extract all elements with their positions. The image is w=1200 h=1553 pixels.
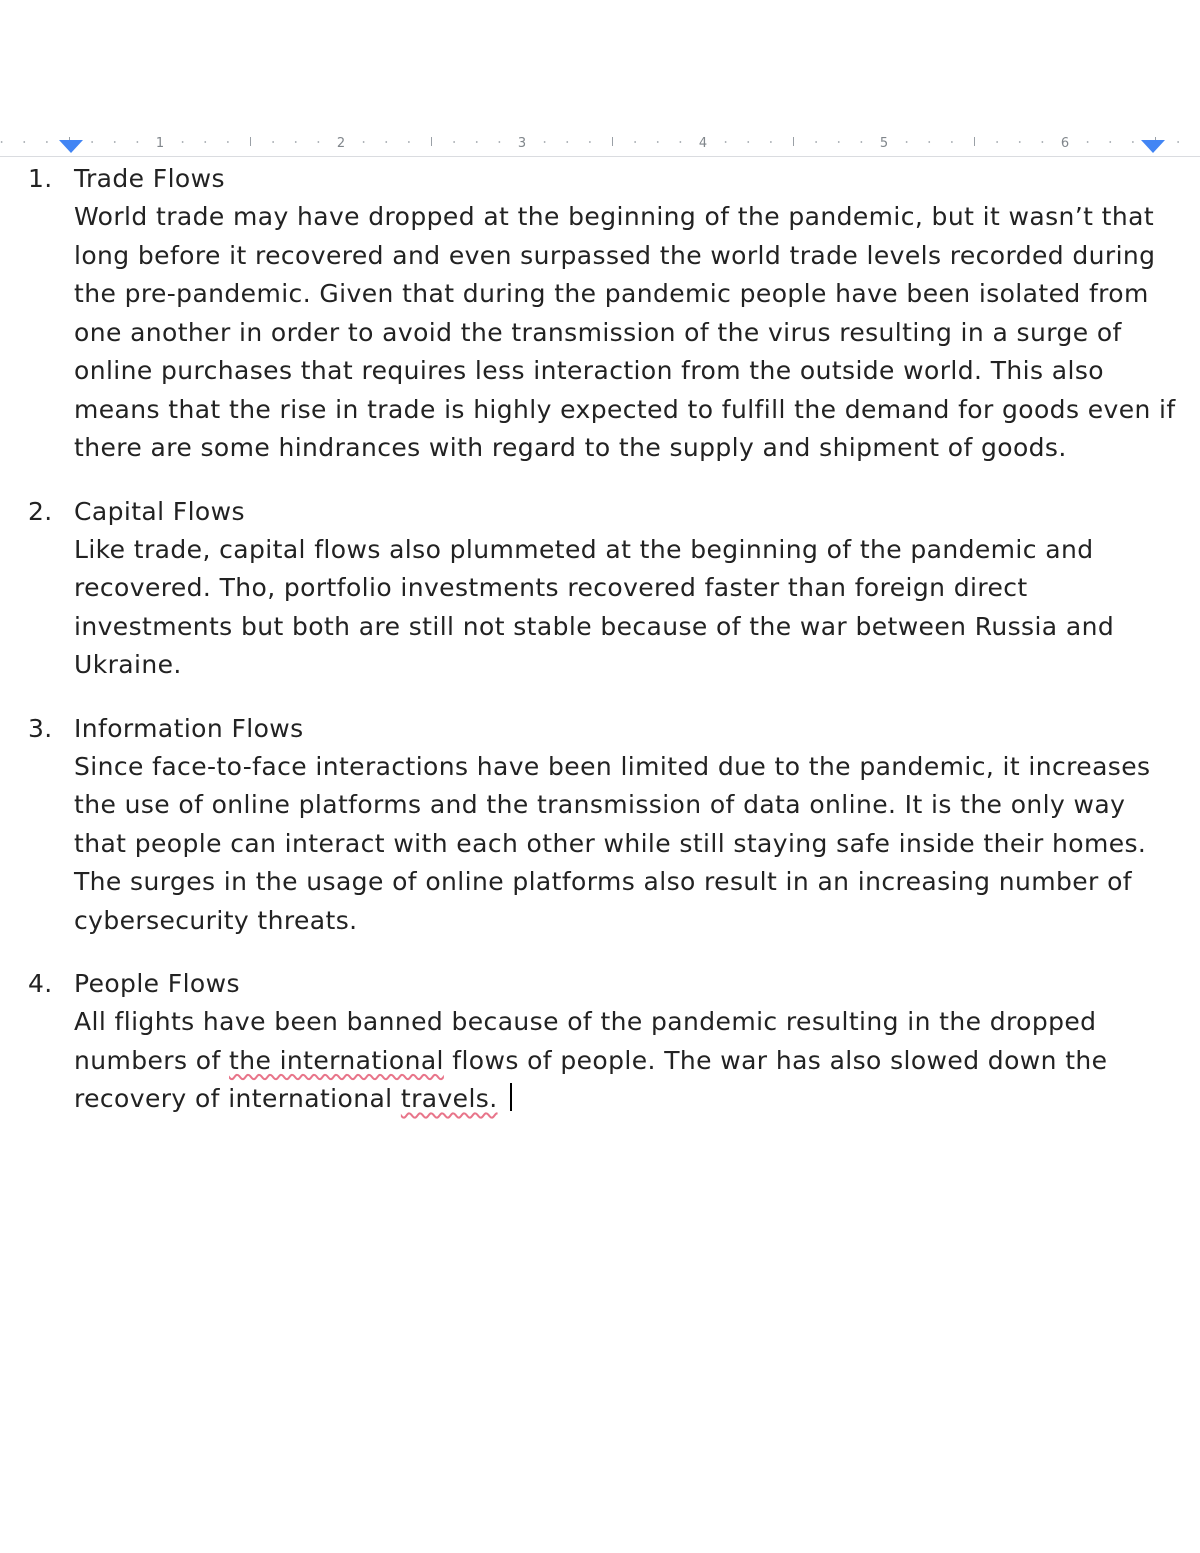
ruler-number: 5 — [879, 136, 889, 151]
ruler-tick — [815, 141, 817, 143]
ruler-tick — [906, 141, 908, 143]
ruler-tick — [951, 141, 953, 143]
ruler-tick — [385, 141, 387, 143]
ruler-tick — [679, 141, 681, 143]
ruler-tick — [725, 141, 727, 143]
ruler-tick — [1132, 141, 1134, 143]
ruler-tick — [1177, 141, 1179, 143]
ruler-tick — [770, 141, 772, 143]
item-title[interactable]: People Flows — [74, 969, 240, 998]
spelling-underline[interactable]: travels. — [400, 1084, 498, 1113]
ruler-number: 3 — [517, 136, 527, 151]
item-body[interactable]: Since face-to-face interactions have been limited due to the pandemic, it increases the use of online platforms and the transmission of data online. It is the only way that people can interact with each other while still staying safe inside their homes. The surges in the usage of online platforms also result in an increasing number of cybersecurity threats. — [74, 751, 1151, 935]
ruler-tick — [657, 141, 659, 143]
ruler-tick — [363, 141, 365, 143]
ruler-tick — [566, 141, 568, 143]
ruler[interactable] — [0, 128, 1200, 157]
text-caret — [510, 1083, 512, 1111]
item-body[interactable]: Like trade, capital flows also plummeted at the beginning of the pandemic and recovered. Tho, portfolio investments recovered faster than foreign direct investments but both are still not stable because of the war between Russia and Ukraine. — [74, 534, 1115, 679]
list-item — [0, 965, 1200, 1119]
ruler-tick — [996, 141, 998, 143]
ruler-tick — [317, 141, 319, 143]
body-text — [498, 1084, 506, 1113]
ruler-tick — [498, 141, 500, 143]
ruler-tick — [1041, 141, 1043, 143]
ruler-tick — [838, 141, 840, 143]
spelling-underline[interactable]: the international — [229, 1045, 444, 1075]
right-indent-marker[interactable] — [1141, 140, 1165, 153]
ruler-number: 1 — [155, 136, 165, 151]
ruler-tick — [295, 141, 297, 143]
list-item — [0, 160, 1200, 468]
list-number: 2. — [28, 496, 53, 526]
list-number: 3. — [28, 713, 53, 743]
ruler-tick — [453, 141, 455, 143]
numbered-list — [0, 160, 1200, 1119]
ruler-tick — [747, 141, 749, 143]
item-title[interactable]: Information Flows — [74, 713, 304, 743]
ruler-tick — [634, 141, 636, 143]
list-item — [0, 493, 1200, 685]
item-title[interactable]: Capital Flows — [74, 496, 245, 526]
ruler-number: 4 — [698, 136, 708, 151]
item-body[interactable] — [74, 1003, 1184, 1119]
ruler-tick — [1, 141, 3, 143]
ruler-tick — [476, 141, 478, 143]
left-indent-marker[interactable] — [59, 140, 83, 153]
ruler-tick — [272, 141, 274, 143]
ruler-tick — [544, 141, 546, 143]
body-text: All flights have been banned because of the pandemic resulting in the dropped numbers of — [74, 1007, 1097, 1075]
document-page[interactable] — [0, 160, 1200, 1144]
ruler-tick — [136, 141, 138, 143]
ruler-tick — [182, 141, 184, 143]
list-number: 4. — [28, 969, 53, 998]
list-item — [0, 710, 1200, 941]
ruler-tick — [860, 141, 862, 143]
ruler-number: 6 — [1060, 136, 1070, 151]
ruler-scale — [0, 128, 1200, 156]
ruler-tick — [1019, 141, 1021, 143]
body-text: flows of people. The war has also slowed down the recovery of international — [74, 1045, 1108, 1113]
ruler-tick — [23, 141, 25, 143]
ruler-tick — [114, 141, 116, 143]
ruler-number: 2 — [336, 136, 346, 151]
ruler-tick — [1109, 141, 1111, 143]
ruler-tick — [227, 141, 229, 143]
ruler-tick — [589, 141, 591, 143]
ruler-tick — [1087, 141, 1089, 143]
ruler-tick — [408, 141, 410, 143]
ruler-tick — [204, 141, 206, 143]
ruler-tick — [46, 141, 48, 143]
list-number: 1. — [28, 164, 53, 193]
item-body[interactable]: World trade may have dropped at the beginning of the pandemic, but it wasn’t that long before it recovered and even surpassed the world trade levels recorded during the pre-pandemic. Given that during the pandemic people have been isolated from one another in order to avoid the transmission of the virus resulting in a surge of online purchases that requires less interaction from the outside world. This also means that the rise in trade is highly expected to fulfill the demand for goods even if there are some hindrances with regard to the supply and shipment of goods. — [74, 202, 1176, 462]
ruler-tick — [91, 141, 93, 143]
ruler-tick — [928, 141, 930, 143]
item-title[interactable]: Trade Flows — [74, 164, 225, 193]
